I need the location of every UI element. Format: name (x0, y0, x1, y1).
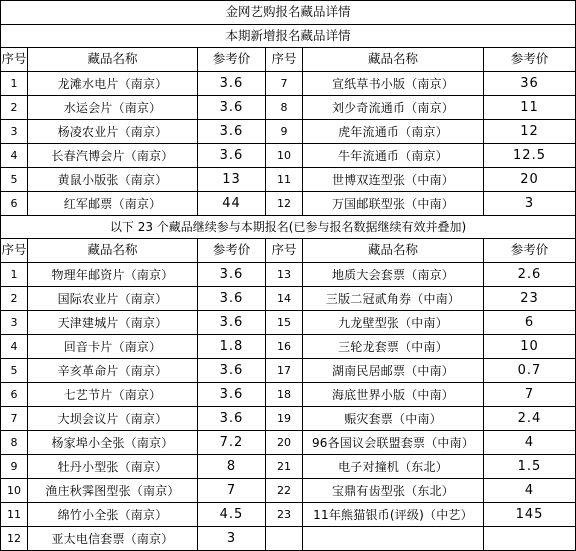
item-index: 12 (1, 527, 28, 551)
item-index: 4 (1, 335, 28, 359)
item-price: 3.6 (198, 383, 266, 407)
section-new-header-row (1, 48, 576, 72)
item-index: 15 (266, 311, 303, 335)
item-index: 11 (266, 168, 303, 192)
item-price: 3.6 (198, 120, 266, 144)
item-index: 21 (266, 455, 303, 479)
table-row (1, 431, 576, 455)
item-name: 九龙壁型张（中南） (303, 311, 484, 335)
item-price: 4 (484, 479, 576, 503)
table-row (1, 335, 576, 359)
item-name: 宣纸草书小版（南京） (303, 72, 484, 96)
table-row (1, 96, 576, 120)
item-name: 宝鼎有齿型张（东北） (303, 479, 484, 503)
header-price: 参考价 (198, 239, 266, 263)
item-price: 7.2 (198, 431, 266, 455)
item-name: 杨家埠小全张（南京） (28, 431, 198, 455)
item-index: 1 (1, 72, 28, 96)
item-price: 3.6 (198, 144, 266, 168)
header-price: 参考价 (484, 48, 576, 72)
item-name: 三版二冠贰角券（中南） (303, 287, 484, 311)
header-index: 序号 (266, 48, 303, 72)
item-name: 红军邮票（南京） (28, 192, 198, 216)
table-row (1, 72, 576, 96)
table-row (1, 311, 576, 335)
item-name: 回音卡片（南京） (28, 335, 198, 359)
item-index: 10 (1, 479, 28, 503)
item-index: 8 (266, 96, 303, 120)
table-row (1, 407, 576, 431)
item-name: 长春汽博会片（南京） (28, 144, 198, 168)
item-name: 虎年流通币（南京） (303, 120, 484, 144)
item-index: 23 (266, 503, 303, 527)
header-name: 藏品名称 (303, 48, 484, 72)
item-name: 黄鼠小版张（南京） (28, 168, 198, 192)
item-name: 绵竹小全张（南京） (28, 503, 198, 527)
item-index: 17 (266, 359, 303, 383)
item-name: 天津建城片（南京） (28, 311, 198, 335)
item-name: 96各国议会联盟套票（中南） (303, 431, 484, 455)
item-name: 渔庄秋霁图型张（南京） (28, 479, 198, 503)
item-name: 世博双连型张（中南） (303, 168, 484, 192)
item-price: 12.5 (484, 144, 576, 168)
item-price: 36 (484, 72, 576, 96)
item-index: 1 (1, 263, 28, 287)
table-row (1, 479, 576, 503)
item-name: 三轮龙套票（中南） (303, 335, 484, 359)
item-name: 11年熊猫银币(评级)（中艺） (303, 503, 484, 527)
item-price: 1.8 (198, 335, 266, 359)
item-index: 11 (1, 503, 28, 527)
page-title: 金网艺购报名藏品详情 (1, 1, 576, 25)
item-index: 14 (266, 287, 303, 311)
item-price: 7 (484, 383, 576, 407)
item-price: 2.4 (484, 407, 576, 431)
item-name: 万国邮联型张（中南） (303, 192, 484, 216)
section-new-title: 本期新增报名藏品详情 (1, 25, 576, 48)
item-index: 22 (266, 479, 303, 503)
item-name: 国际农业片（南京） (28, 287, 198, 311)
item-index: 4 (1, 144, 28, 168)
section-continue-header-row (1, 239, 576, 263)
item-price: 23 (484, 287, 576, 311)
item-name: 湖南民居邮票（中南） (303, 359, 484, 383)
item-name: 七艺节片（南京） (28, 383, 198, 407)
header-index: 序号 (266, 239, 303, 263)
header-index: 序号 (1, 239, 28, 263)
item-price: 11 (484, 96, 576, 120)
item-name: 物理年邮资片（南京） (28, 263, 198, 287)
table-row (1, 383, 576, 407)
item-price: 3 (198, 527, 266, 551)
table-row (1, 455, 576, 479)
item-name: 牛年流通币（南京） (303, 144, 484, 168)
item-price: 3.6 (198, 287, 266, 311)
header-name: 藏品名称 (303, 239, 484, 263)
item-price: 6 (484, 311, 576, 335)
item-index: 6 (1, 383, 28, 407)
item-name: 赈灾套票（中南） (303, 407, 484, 431)
item-price: 8 (198, 455, 266, 479)
item-index: 12 (266, 192, 303, 216)
item-index: 8 (1, 431, 28, 455)
table-row (1, 503, 576, 527)
item-index: 13 (266, 263, 303, 287)
header-price: 参考价 (198, 48, 266, 72)
item-price: 3.6 (198, 311, 266, 335)
item-index: 5 (1, 168, 28, 192)
item-price: 3.6 (198, 72, 266, 96)
item-name: 大坝会议片（南京） (28, 407, 198, 431)
header-name: 藏品名称 (28, 239, 198, 263)
table-row (1, 287, 576, 311)
item-index: 2 (1, 287, 28, 311)
item-price: 3.6 (198, 96, 266, 120)
section-continue-title: 以下 23 个藏品继续参与本期报名(已参与报名数据继续有效并叠加) (1, 216, 576, 239)
table-row (1, 120, 576, 144)
item-index: 19 (266, 407, 303, 431)
item-name: 地质大会套票（南京） (303, 263, 484, 287)
item-name: 刘少奇流通币（南京） (303, 96, 484, 120)
item-index: 9 (266, 120, 303, 144)
item-price: 3.6 (198, 359, 266, 383)
empty-cell (484, 527, 576, 551)
item-index: 2 (1, 96, 28, 120)
item-index: 5 (1, 359, 28, 383)
item-name: 水运会片（南京） (28, 96, 198, 120)
item-price: 2.6 (484, 263, 576, 287)
item-index: 6 (1, 192, 28, 216)
item-index: 7 (266, 72, 303, 96)
item-name: 海底世界小版（中南） (303, 383, 484, 407)
item-index: 7 (1, 407, 28, 431)
item-index: 18 (266, 383, 303, 407)
table-row (1, 527, 576, 551)
empty-cell (303, 527, 484, 551)
item-price: 145 (484, 503, 576, 527)
table-row (1, 192, 576, 216)
item-price: 3.6 (198, 263, 266, 287)
item-name: 电子对撞机（东北） (303, 455, 484, 479)
header-index: 序号 (1, 48, 28, 72)
item-price: 4.5 (198, 503, 266, 527)
table-row (1, 168, 576, 192)
item-price: 13 (198, 168, 266, 192)
item-index: 16 (266, 335, 303, 359)
item-name: 杨凌农业片（南京） (28, 120, 198, 144)
item-price: 3 (484, 192, 576, 216)
item-price: 12 (484, 120, 576, 144)
table-row (1, 144, 576, 168)
item-price: 7 (198, 479, 266, 503)
item-index: 10 (266, 144, 303, 168)
item-name: 辛亥革命片（南京） (28, 359, 198, 383)
item-price: 0.7 (484, 359, 576, 383)
table-row (1, 263, 576, 287)
item-price: 10 (484, 335, 576, 359)
item-index: 9 (1, 455, 28, 479)
item-name: 龙滩水电片（南京） (28, 72, 198, 96)
item-name: 牡丹小型张（南京） (28, 455, 198, 479)
empty-cell (266, 527, 303, 551)
header-price: 参考价 (484, 239, 576, 263)
item-price: 1.5 (484, 455, 576, 479)
item-index: 3 (1, 311, 28, 335)
item-index: 3 (1, 120, 28, 144)
item-price: 4 (484, 431, 576, 455)
item-index: 20 (266, 431, 303, 455)
header-name: 藏品名称 (28, 48, 198, 72)
item-price: 3.6 (198, 407, 266, 431)
table-row (1, 359, 576, 383)
item-price: 44 (198, 192, 266, 216)
item-name: 亚太电信套票（南京） (28, 527, 198, 551)
item-price: 20 (484, 168, 576, 192)
